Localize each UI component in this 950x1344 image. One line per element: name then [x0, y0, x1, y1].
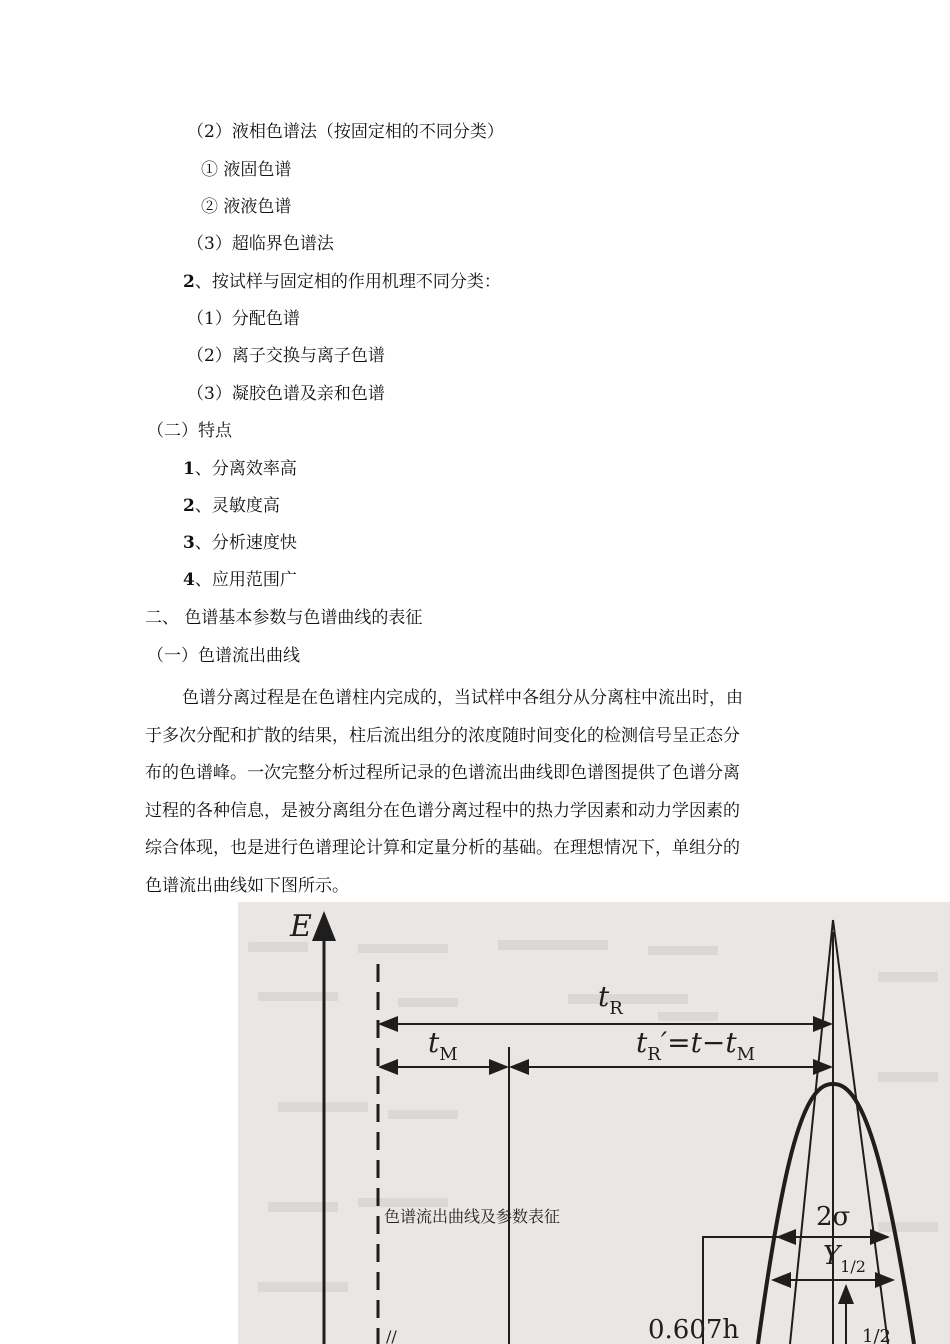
elution-curve-diagram [238, 902, 950, 1344]
axis-label-e: E [290, 909, 312, 944]
label-tm: $t_M$ [428, 1026, 458, 1065]
paragraph-line: 于多次分配和扩散的结果，柱后流出组分的浓度随时间变化的检测信号呈正态分 [145, 725, 740, 746]
scan-background [238, 902, 950, 1344]
label-tr-prime: $t_R'=t-t_M$ [636, 1026, 756, 1065]
outline-feature-2: 2、灵敏度高 [183, 496, 280, 516]
paragraph-line: 色谱流出曲线如下图所示。 [145, 875, 349, 896]
label-tr: $t_R$ [598, 980, 623, 1019]
label-half: 1/2 [862, 1326, 891, 1344]
elution-curve-heading: （一）色谱流出曲线 [147, 646, 300, 666]
outline-partition: （1）分配色谱 [187, 309, 300, 329]
elution-paragraph [145, 680, 810, 905]
section-2-heading: 二、 色谱基本参数与色谱曲线的表征 [145, 608, 423, 628]
paragraph-line: 过程的各种信息，是被分离组分在色谱分离过程中的热力学因素和动力学因素的 [145, 800, 740, 821]
outline-liquid-liquid: ② 液液色谱 [201, 197, 292, 217]
outline-features-heading: （二）特点 [147, 421, 232, 441]
outline-gel: （3）凝胶色谱及亲和色谱 [187, 384, 385, 404]
outline-ion-exchange: （2）离子交换与离子色谱 [187, 346, 385, 366]
elution-curve-figure [238, 902, 950, 1344]
label-0607h: 0.607h [648, 1315, 740, 1344]
paragraph-line: 色谱分离过程是在色谱柱内完成的，当试样中各组分从分离柱中流出时，由 [182, 688, 743, 708]
label-fragment: // [386, 1327, 397, 1344]
outline-supercritical: （3）超临界色谱法 [187, 234, 334, 254]
outline-mechanism-heading: 2、按试样与固定相的作用机理不同分类： [183, 272, 501, 292]
outline-feature-3: 3、分析速度快 [183, 533, 297, 553]
label-y-half: $Y_{1/2}$ [823, 1241, 866, 1276]
figure-caption: 色谱流出曲线及参数表征 [384, 1207, 561, 1226]
outline-feature-1: 1、分离效率高 [183, 459, 297, 479]
outline-liquid-solid: ① 液固色谱 [201, 160, 292, 180]
paragraph-line: 综合体现，也是进行色谱理论计算和定量分析的基础。在理想情况下，单组分的 [145, 838, 740, 858]
outline-feature-4: 4、应用范围广 [183, 570, 297, 590]
paragraph-line: 布的色谱峰。一次完整分析过程所记录的色谱流出曲线即色谱图提供了色谱分离 [145, 763, 740, 783]
outline-liquid-chromatography: （2）液相色谱法（按固定相的不同分类） [187, 122, 504, 142]
label-2sigma: 2σ [816, 1202, 851, 1232]
